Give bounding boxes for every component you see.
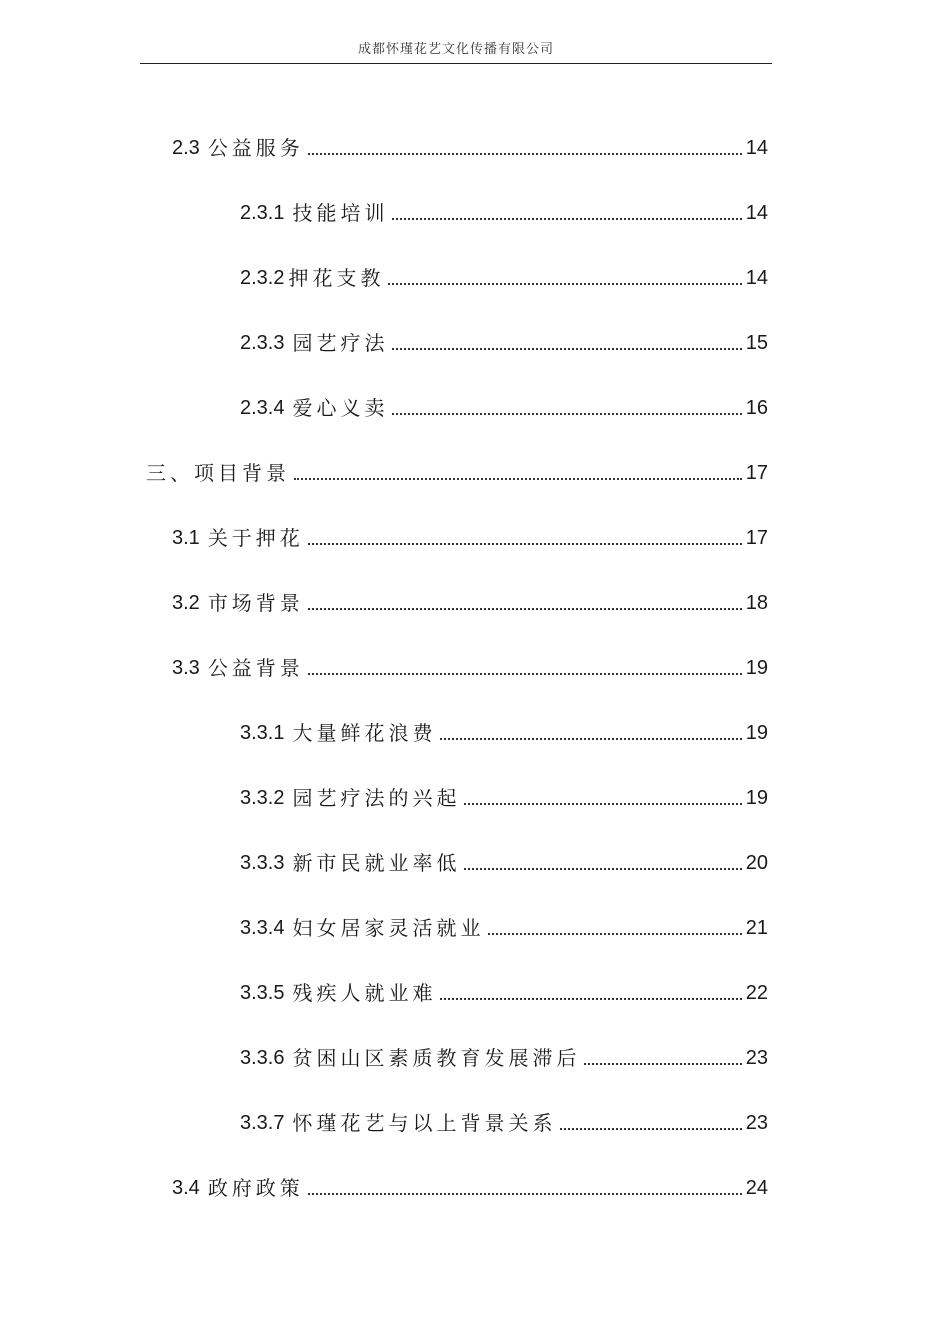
toc-page: 23 [745, 1112, 768, 1134]
toc-title: 市场背景 [207, 591, 304, 615]
toc-number: 3.3.5 [240, 982, 285, 1004]
toc-page: 17 [745, 527, 768, 549]
toc-page: 19 [745, 722, 768, 744]
toc-title: 妇女居家灵活就业 [292, 916, 485, 940]
toc-page: 22 [745, 982, 768, 1004]
toc-entry-3-3-2[interactable] [240, 783, 768, 813]
toc-leader [392, 217, 741, 220]
toc-number: 3.3.2 [240, 787, 285, 809]
toc-entry-3-3-5[interactable] [240, 978, 768, 1008]
toc-leader [560, 1127, 741, 1130]
toc-title: 贫困山区素质教育发展滞后 [292, 1046, 581, 1070]
toc-title: 技能培训 [292, 201, 389, 225]
toc-leader [308, 542, 742, 545]
toc-page: 20 [745, 852, 768, 874]
toc-page: 16 [745, 397, 768, 419]
toc-page: 17 [745, 462, 768, 484]
toc-page: 19 [745, 787, 768, 809]
toc-number: 3.2 [172, 592, 200, 614]
toc-title: 关于押花 [207, 526, 304, 550]
toc-title: 残疾人就业难 [292, 981, 437, 1005]
toc-number: 2.3 [172, 137, 200, 159]
toc-entry-2-3-3[interactable] [240, 328, 768, 358]
toc-number: 3.3.6 [240, 1047, 285, 1069]
toc-leader [440, 997, 741, 1000]
toc-leader [464, 802, 741, 805]
toc-page: 21 [745, 917, 768, 939]
toc-entry-3-4[interactable] [172, 1173, 768, 1203]
toc-title: 政府政策 [207, 1176, 304, 1200]
toc-leader [464, 867, 741, 870]
toc-page: 14 [745, 137, 768, 159]
toc-number: 2.3.3 [240, 332, 285, 354]
toc-entry-3-3-4[interactable] [240, 913, 768, 943]
toc-title: 公益服务 [207, 136, 304, 160]
toc-title: 公益背景 [207, 656, 304, 680]
toc-entry-2-3[interactable] [172, 133, 768, 163]
toc-number: 2.3.2 [240, 267, 285, 289]
toc-title: 园艺疗法 [292, 331, 389, 355]
toc-page: 14 [745, 202, 768, 224]
toc-number: 3.3.1 [240, 722, 285, 744]
toc-number: 3.1 [172, 527, 200, 549]
toc-title: 押花支教 [288, 266, 385, 290]
toc-number: 3.3.3 [240, 852, 285, 874]
toc-leader [308, 152, 742, 155]
toc-page: 19 [745, 657, 768, 679]
toc-entry-3-3-6[interactable] [240, 1043, 768, 1073]
toc-number: 3.3.4 [240, 917, 285, 939]
toc-leader [294, 477, 742, 480]
toc-entry-3-1[interactable] [172, 523, 768, 553]
toc-entry-2-3-1[interactable] [240, 198, 768, 228]
toc-number: 2.3.4 [240, 397, 285, 419]
page-header: 成都怀瑾花艺文化传播有限公司 [357, 42, 554, 57]
toc-entry-2-3-4[interactable] [240, 393, 768, 423]
toc-leader [308, 607, 742, 610]
toc-entry-3-3-1[interactable] [240, 718, 768, 748]
toc-entry-3-3-3[interactable] [240, 848, 768, 878]
toc-leader [488, 932, 741, 935]
toc-leader [392, 347, 741, 350]
header-divider [140, 63, 772, 64]
toc-title: 三、项目背景 [146, 461, 290, 485]
toc-entry-chapter-3[interactable] [146, 458, 768, 488]
toc-title: 园艺疗法的兴起 [292, 786, 461, 810]
toc-page: 18 [745, 592, 768, 614]
toc-leader [392, 412, 741, 415]
toc-page: 15 [745, 332, 768, 354]
toc-number: 3.3.7 [240, 1112, 285, 1134]
toc-leader [308, 672, 742, 675]
toc-entry-2-3-2[interactable] [240, 263, 768, 293]
toc-title: 爱心义卖 [292, 396, 389, 420]
toc-title: 怀瑾花艺与以上背景关系 [292, 1111, 557, 1135]
toc-number: 2.3.1 [240, 202, 285, 224]
toc-title: 新市民就业率低 [292, 851, 461, 875]
toc-page: 24 [745, 1177, 768, 1199]
toc-number: 3.4 [172, 1177, 200, 1199]
toc-page: 14 [745, 267, 768, 289]
toc-number: 3.3 [172, 657, 200, 679]
toc-entry-3-2[interactable] [172, 588, 768, 618]
toc-title: 大量鲜花浪费 [292, 721, 437, 745]
toc-leader [388, 282, 741, 285]
toc-leader [308, 1192, 742, 1195]
toc-page: 23 [745, 1047, 768, 1069]
toc-leader [440, 737, 741, 740]
toc-leader [584, 1062, 741, 1065]
toc-entry-3-3[interactable] [172, 653, 768, 683]
toc-entry-3-3-7[interactable] [240, 1108, 768, 1138]
